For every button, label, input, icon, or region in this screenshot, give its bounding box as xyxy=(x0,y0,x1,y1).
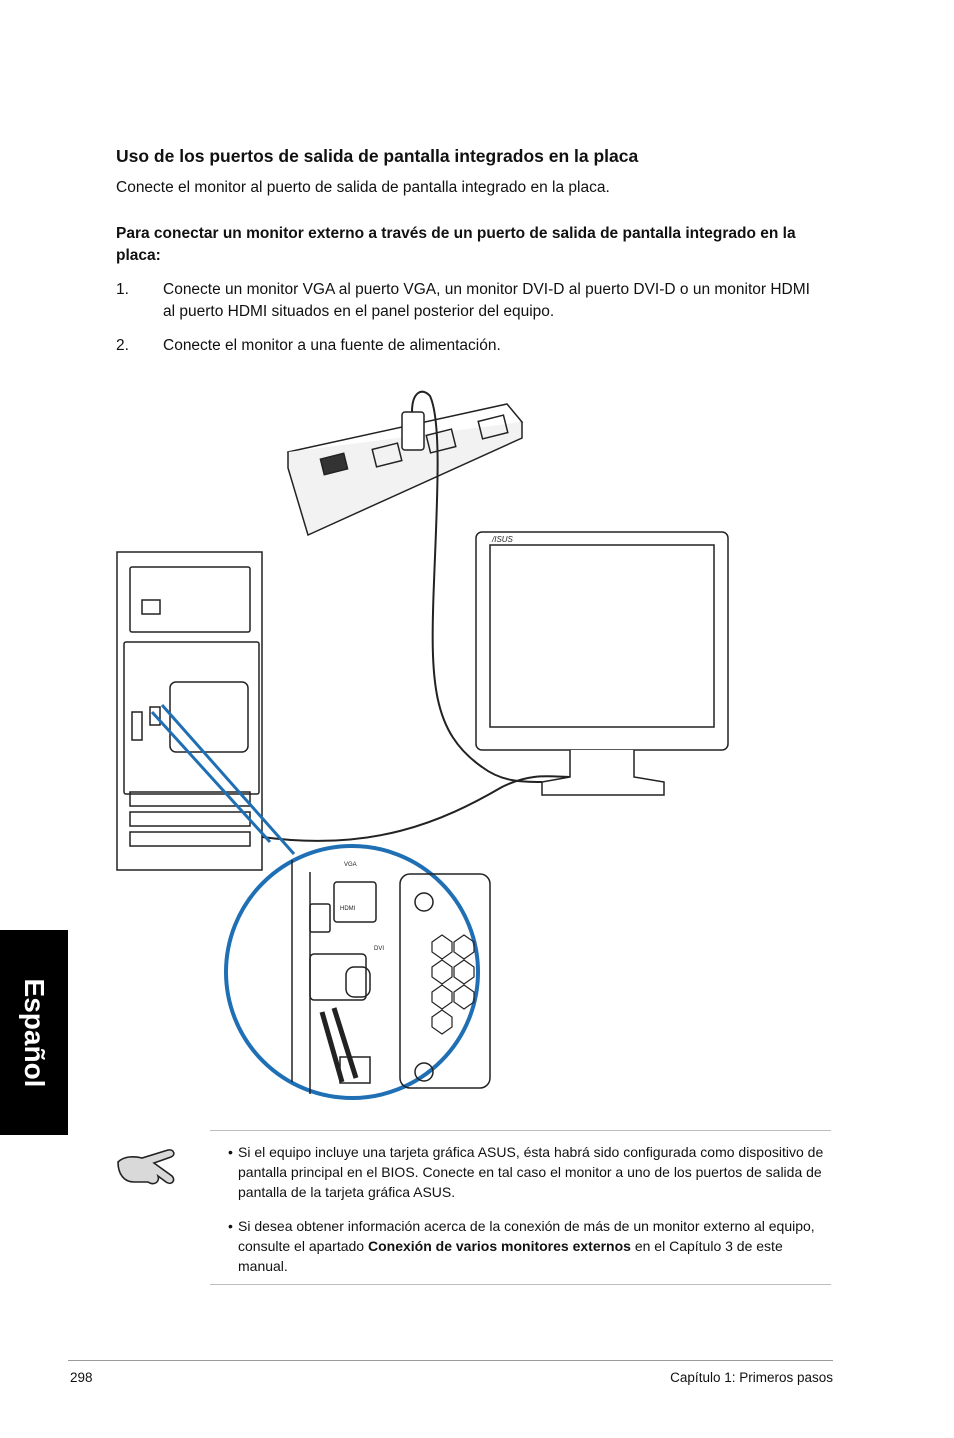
connection-illustration xyxy=(112,382,734,1102)
hand-pointing-icon xyxy=(114,1140,180,1190)
step-text: Conecte el monitor a una fuente de alimentación. xyxy=(163,337,501,354)
monitor-brand-label: /ISUS xyxy=(492,535,513,544)
language-label: Español xyxy=(19,978,50,1087)
bullet-marker: • xyxy=(228,1218,233,1234)
note-bottom-rule xyxy=(210,1284,831,1285)
vga-port-label: VGA xyxy=(344,862,357,868)
monitor xyxy=(476,532,728,795)
step-number: 2. xyxy=(116,337,129,354)
step-text: Conecte un monitor VGA al puerto VGA, un monitor DVI-D al puerto DVI-D o un monitor HDMI al puerto HDMI situados en el panel posterior del equipo. xyxy=(163,281,810,320)
computer-tower xyxy=(117,552,262,870)
section-heading: Uso de los puertos de salida de pantalla integrados en la placa xyxy=(116,146,639,166)
step-number: 1. xyxy=(116,281,129,298)
procedure-heading: Para conectar un monitor externo a través de un puerto de salida de pantalla integrado en la placa: xyxy=(116,225,796,264)
note-top-rule xyxy=(210,1130,831,1131)
bullet-marker: • xyxy=(228,1144,233,1160)
note-cross-reference: Conexión de varios monitores externos xyxy=(367,1238,631,1254)
note-text-part: Si desea obtener información acerca de la conexión de más de un monitor externo al equipo, consulte el apartado xyxy=(238,1218,815,1254)
page-number: 298 xyxy=(70,1370,93,1385)
language-side-tab xyxy=(0,930,68,1135)
power-strip xyxy=(288,404,522,535)
note-text-part: en el Capítulo 3 de este manual. xyxy=(238,1238,783,1274)
dvi-port-label: DVI xyxy=(374,946,385,952)
chapter-title: Capítulo 1: Primeros pasos xyxy=(670,1370,833,1385)
zoom-callout xyxy=(226,846,490,1098)
hdmi-port-label: HDMI xyxy=(340,906,356,912)
intro-paragraph: Conecte el monitor al puerto de salida de pantalla integrado en la placa. xyxy=(116,179,610,196)
footer-rule xyxy=(68,1360,833,1361)
note-bullet-2 xyxy=(238,1216,828,1276)
note-bullet-1: Si el equipo incluye una tarjeta gráfica ASUS, ésta habrá sido configurada como dispositivo de pantalla principal en el BIOS. Conecte en tal caso el monitor a uno de los puertos de salida de pantalla de la tarjeta gráfica ASUS. xyxy=(238,1144,824,1200)
